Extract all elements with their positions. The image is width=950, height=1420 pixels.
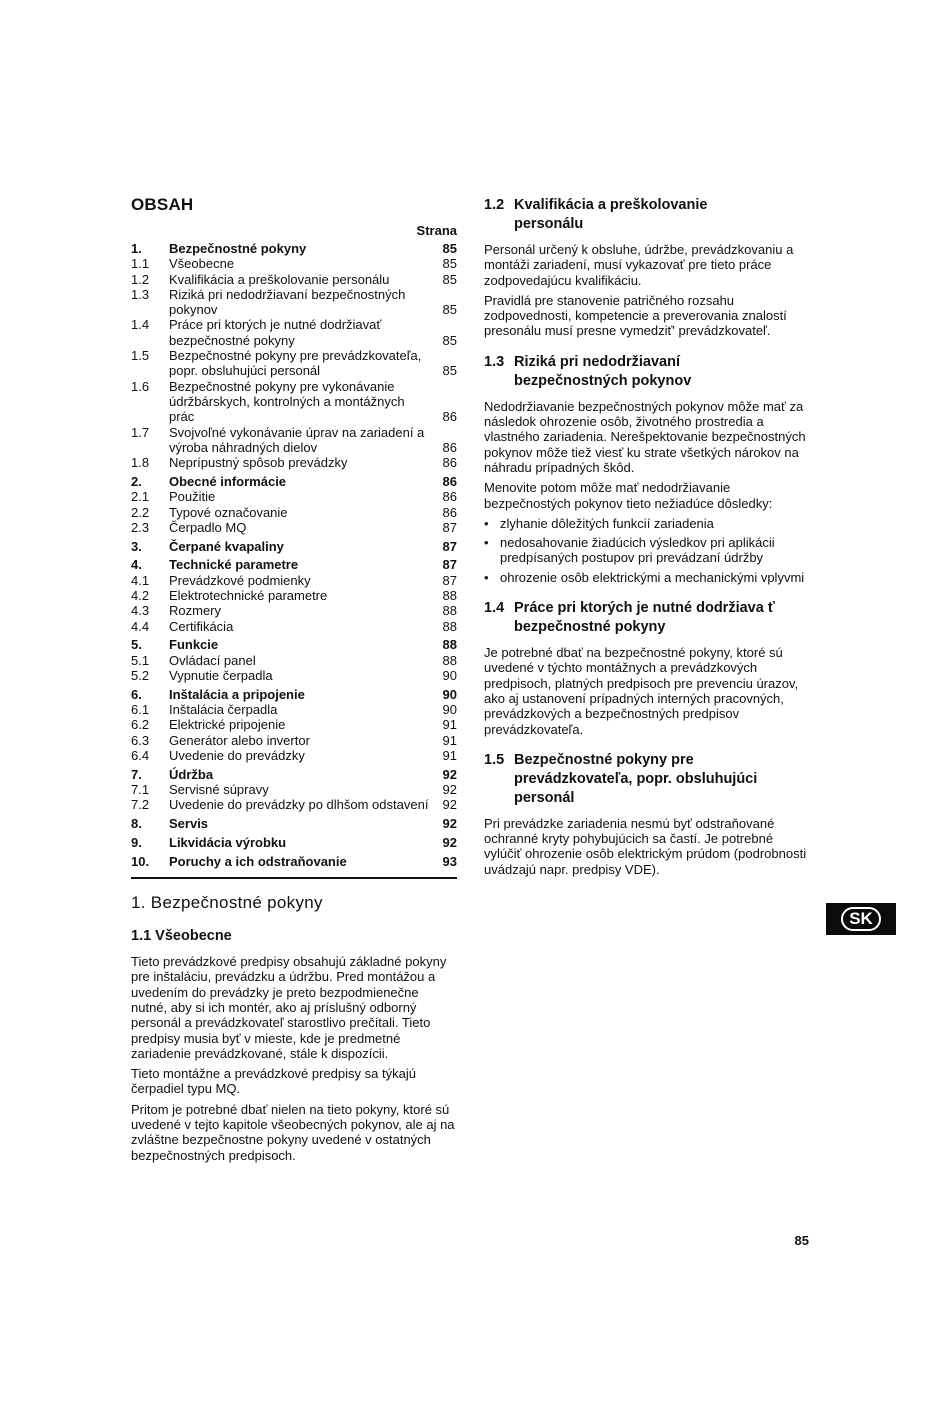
subsection-heading-1-2: 1.2 Kvalifikácia a preškolovanie personálu <box>484 197 708 232</box>
paragraph: Pritom je potrebné dbať nielen na tieto pokyny, ktoré sú uvedené v tejto kapitole všeobecných pokynov, ale aj na zvláštne bezpečnostne pokyny uvedené v ostatných bezpečnostných predpisoch. <box>131 1101 455 1163</box>
toc-entry <box>131 348 457 379</box>
toc-entry-title: Inštalácia a pripojenie <box>169 686 305 702</box>
toc-entry-number: 5.2 <box>131 668 150 684</box>
toc-entry-title: Certifikácia <box>169 618 234 634</box>
toc-entry-page: 87 <box>442 572 457 588</box>
toc-entry-number: 2. <box>131 473 142 489</box>
toc-entry-title: Elektrické pripojenie <box>169 717 286 733</box>
toc-entry-title: Prevádzkové podmienky <box>169 572 311 588</box>
toc-entry-number: 4.1 <box>131 572 150 588</box>
toc-entry-title: Svojvoľné vykonávanie úprav na zariadení a výroba náhradných dielov <box>169 424 425 455</box>
toc-entry-page: 86 <box>442 489 457 505</box>
toc-entry-number: 6.3 <box>131 732 150 748</box>
toc-entry <box>131 782 457 797</box>
toc-entry-page: 88 <box>442 603 457 619</box>
toc-entry-page: 85 <box>442 241 457 256</box>
toc-entry <box>131 687 457 702</box>
toc-entry <box>131 668 457 683</box>
toc-entry <box>131 272 457 287</box>
paragraph: Tieto prevádzkové predpisy obsahujú základné pokyny pre inštaláciu, prevádzku a údržbu. Pred montážou a uvedením do prevádzky je preto bezpodmienečne nutné, aby si ich montér, ako aj príslušný odborný personál a prevádzkovateľ starostlivo prečítali. Tieto predpisy musia byť v mieste, kde je predmetné zariadenie prevádzkované, stále k dispozícii. <box>131 954 447 1061</box>
paragraph: Je potrebné dbať na bezpečnostné pokyny, ktoré sú uvedené v týchto montážnych a prevádzkových predpisoch, platných predpisoch pre prevenciu úrazov, ako aj ustanovení prípadných interných pracovných, prevádzkových a bezpečnostných predpisov prevádzkovateľa. <box>484 645 799 737</box>
toc-entry-page: 85 <box>442 271 457 287</box>
language-badge <box>826 903 896 935</box>
toc-entry-title: Funkcie <box>169 637 219 653</box>
toc-entry-number: 7.1 <box>131 782 150 798</box>
subsection-heading-1-3: 1.3 Riziká pri nedodržiavaní bezpečnostných pokynov <box>484 353 692 389</box>
toc-entry <box>131 835 457 850</box>
bullet-icon: • <box>484 515 489 531</box>
toc-entry-title: Riziká pri nedodržiavaní bezpečnostných pokynov <box>169 286 406 318</box>
toc-entry-title: Čerpadlo MQ <box>169 519 247 535</box>
toc-entry-page: 91 <box>442 717 457 733</box>
toc-entry-page: 92 <box>442 816 457 832</box>
toc-entry <box>131 767 457 782</box>
toc-entry-number: 6.4 <box>131 748 150 763</box>
toc-entry-page: 92 <box>442 766 457 782</box>
toc-entry-number: 1.4 <box>131 317 150 333</box>
list-item: • nedosahovanie žiadúcich výsledkov pri aplikácii predpísaných postupov pri prevádzaní údržby <box>484 535 775 566</box>
toc-entry-page: 88 <box>442 588 457 604</box>
toc-entry-number: 10. <box>131 853 150 869</box>
paragraph: Personál určený k obsluhe, údržbe, prevádzkovaniu a montáži zariadení, musí vykazovať pre tieto práce zodpovedajúcu kvalifikáciu. <box>484 242 794 288</box>
toc-entry-number: 7. <box>131 766 142 782</box>
toc-entry <box>131 505 457 520</box>
list-item: • ohrozenie osôb elektrickými a mechanickými vplyvmi <box>484 569 805 585</box>
subsection-heading-1-4: 1.4 Práce pri ktorých je nutné dodržiava ť bezpečnostné pokyny <box>484 600 775 636</box>
toc-entry-page: 85 <box>442 256 457 272</box>
toc-entry-number: 4. <box>131 557 142 573</box>
toc-entry-title: Kvalifikácia a preškolovanie personálu <box>169 271 390 287</box>
toc-entry-title: Servis <box>169 816 209 832</box>
bullet-icon: • <box>484 535 489 551</box>
toc-entry-title: Údržba <box>169 766 214 782</box>
toc-entry-page: 86 <box>442 473 457 489</box>
toc-entry <box>131 748 457 763</box>
toc-entry <box>131 379 457 425</box>
toc-entry-number: 5.1 <box>131 652 150 668</box>
toc-entry <box>131 520 457 535</box>
toc-entry-number: 1.2 <box>131 271 150 287</box>
subsection-heading-1-5: 1.5 Bezpečnostné pokyny pre prevádzkovateľa, popr. obsluhujúci personál <box>484 751 758 806</box>
toc-entry-title: Ovládací panel <box>169 652 256 668</box>
toc-entry-title: Bezpečnostné pokyny <box>169 241 307 256</box>
toc-entry-number: 1.7 <box>131 424 150 440</box>
toc-page-header: Strana <box>416 223 457 238</box>
toc-entry <box>131 717 457 732</box>
toc-entry-number: 3. <box>131 538 142 554</box>
paragraph: Menovite potom môže mať nedodržiavanie bezpečnostých pokynov tieto nežiadúce dôsledky: <box>484 480 773 511</box>
toc-entry-page: 86 <box>442 409 457 425</box>
toc-entry-number: 6.2 <box>131 717 150 733</box>
table-of-contents <box>131 241 457 869</box>
toc-entry-title: Všeobecne <box>169 256 235 272</box>
bullet-list <box>484 516 809 585</box>
toc-entry-page: 92 <box>442 782 457 798</box>
toc-entry <box>131 619 457 634</box>
toc-entry <box>131 854 457 869</box>
toc-entry-page: 88 <box>442 637 457 653</box>
toc-entry-title: Rozmery <box>169 603 222 619</box>
right-column <box>484 196 809 882</box>
toc-entry-title: Práce pri ktorých je nutné dodržiavať bezpečnostné pokyny <box>169 317 382 348</box>
toc-entry-title: Uvedenie do prevádzky po dlhšom odstavení <box>169 797 429 813</box>
toc-entry-title: Obecné informácie <box>169 473 287 489</box>
paragraph: Nedodržiavanie bezpečnostných pokynov môže mať za následok ohrozenie osôb, životného prostredia a vlastného zariadenia. Nerešpektovanie bezpečnostných pokynov môže tiež viesť ku strate všetkých nárokov na náhradu prípadných škôd. <box>484 398 806 475</box>
toc-entry <box>131 256 457 271</box>
toc-entry-number: 1.5 <box>131 348 150 364</box>
toc-entry-page: 87 <box>442 538 457 554</box>
toc-entry <box>131 539 457 554</box>
toc-entry <box>131 653 457 668</box>
toc-entry-page: 86 <box>442 455 457 471</box>
toc-entry-title: Uvedenie do prevádzky <box>169 748 305 763</box>
toc-entry <box>131 287 457 318</box>
toc-entry-number: 1.6 <box>131 378 150 394</box>
toc-entry <box>131 425 457 456</box>
toc-entry-title: Likvidácia výrobku <box>169 834 287 850</box>
page-number: 85 <box>794 1233 809 1248</box>
toc-entry-number: 5. <box>131 637 142 653</box>
toc-entry-title: Čerpané kvapaliny <box>169 538 284 554</box>
toc-entry <box>131 588 457 603</box>
toc-entry-title: Použitie <box>169 489 216 505</box>
subsection-heading-1-1: 1.1 Všeobecne <box>131 928 232 945</box>
toc-entry-page: 91 <box>442 748 457 763</box>
toc-entry-number: 9. <box>131 834 142 850</box>
toc-entry-number: 8. <box>131 816 142 832</box>
toc-entry-title: Technické parametre <box>169 557 299 573</box>
toc-entry-number: 1.1 <box>131 256 150 272</box>
toc-entry <box>131 603 457 618</box>
toc-entry-number: 4.3 <box>131 603 150 619</box>
toc-entry <box>131 573 457 588</box>
toc-entry-number: 1.8 <box>131 455 150 471</box>
toc-entry-title: Poruchy a ich odstraňovanie <box>169 853 347 869</box>
toc-entry-page: 91 <box>442 732 457 748</box>
toc-entry-number: 2.3 <box>131 519 150 535</box>
list-item: • zlyhanie dôležitých funkcií zariadenia <box>484 515 714 531</box>
toc-entry-page: 92 <box>442 797 457 813</box>
section-heading: 1. Bezpečnostné pokyny <box>131 893 323 913</box>
toc-entry-title: Inštalácia čerpadla <box>169 702 278 718</box>
toc-entry-number: 6. <box>131 686 142 702</box>
toc-entry <box>131 816 457 831</box>
paragraph: Pravidlá pre stanovenie patričného rozsahu zodpovednosti, kompetencie a preverovania znalostí presonálu musí presne vymedziť' prevádzkovateľ. <box>484 292 787 339</box>
toc-entry <box>131 637 457 652</box>
toc-title: OBSAH <box>131 195 194 214</box>
toc-entry-number: 7.2 <box>131 797 150 813</box>
toc-entry-page: 88 <box>442 618 457 634</box>
toc-entry-title: Elektrotechnické parametre <box>169 588 328 604</box>
toc-entry-page: 85 <box>442 302 457 318</box>
toc-entry-title: Typové označovanie <box>169 504 288 520</box>
toc-entry-title: Servisné súpravy <box>169 782 269 798</box>
language-code: SK <box>841 907 881 931</box>
toc-entry-number: 4.2 <box>131 588 150 604</box>
toc-entry-page: 88 <box>442 652 457 668</box>
paragraph: Tieto montážne a prevádzkové predpisy sa týkajú čerpadiel typu MQ. <box>131 1066 416 1097</box>
toc-entry-page: 85 <box>442 332 457 348</box>
toc-entry-page: 90 <box>442 702 457 718</box>
toc-entry-page: 87 <box>442 519 457 535</box>
toc-entry-page: 92 <box>442 834 457 850</box>
toc-entry-page: 93 <box>442 853 457 869</box>
toc-entry <box>131 317 457 348</box>
toc-entry <box>131 702 457 717</box>
toc-entry-number: 2.2 <box>131 504 150 520</box>
toc-entry-title: Vypnutie čerpadla <box>169 668 273 684</box>
bullet-icon: • <box>484 569 489 585</box>
toc-entry-page: 85 <box>442 363 457 379</box>
toc-entry-number: 2.1 <box>131 489 150 505</box>
toc-entry-number: 1. <box>131 241 142 256</box>
toc-entry <box>131 241 457 256</box>
toc-entry <box>131 489 457 504</box>
toc-entry-title: Bezpečnostné pokyny pre vykonávanie údržbárskych, kontrolných a montážnych prác <box>169 378 405 425</box>
toc-entry <box>131 733 457 748</box>
paragraph: Pri prevádzke zariadenia nesmú byť odstraňované ochranné kryty pohybujúcich sa častí. Je potrebné vylúčiť ohrozenie osôb elektrickým prúdom (podrobnosti uvádzajú napr. predpisy VDE). <box>484 815 807 877</box>
toc-entry-number: 6.1 <box>131 702 150 718</box>
toc-entry-number: 4.4 <box>131 618 150 634</box>
toc-entry-page: 86 <box>442 439 457 455</box>
toc-entry-page: 90 <box>442 686 457 702</box>
toc-entry-page: 90 <box>442 668 457 684</box>
toc-entry-title: Neprípustný spôsob prevádzky <box>169 455 348 471</box>
left-column <box>131 195 457 1168</box>
toc-entry <box>131 455 457 470</box>
section-divider <box>131 877 457 879</box>
toc-entry-number: 1.3 <box>131 286 150 302</box>
toc-entry <box>131 474 457 489</box>
toc-entry-page: 87 <box>442 557 457 573</box>
toc-entry <box>131 557 457 572</box>
toc-entry-title: Bezpečnostné pokyny pre prevádzkovateľa, popr. obsluhujúci personál <box>169 348 422 379</box>
toc-entry <box>131 797 457 812</box>
toc-entry-page: 86 <box>442 504 457 520</box>
toc-entry-title: Generátor alebo invertor <box>169 732 310 748</box>
